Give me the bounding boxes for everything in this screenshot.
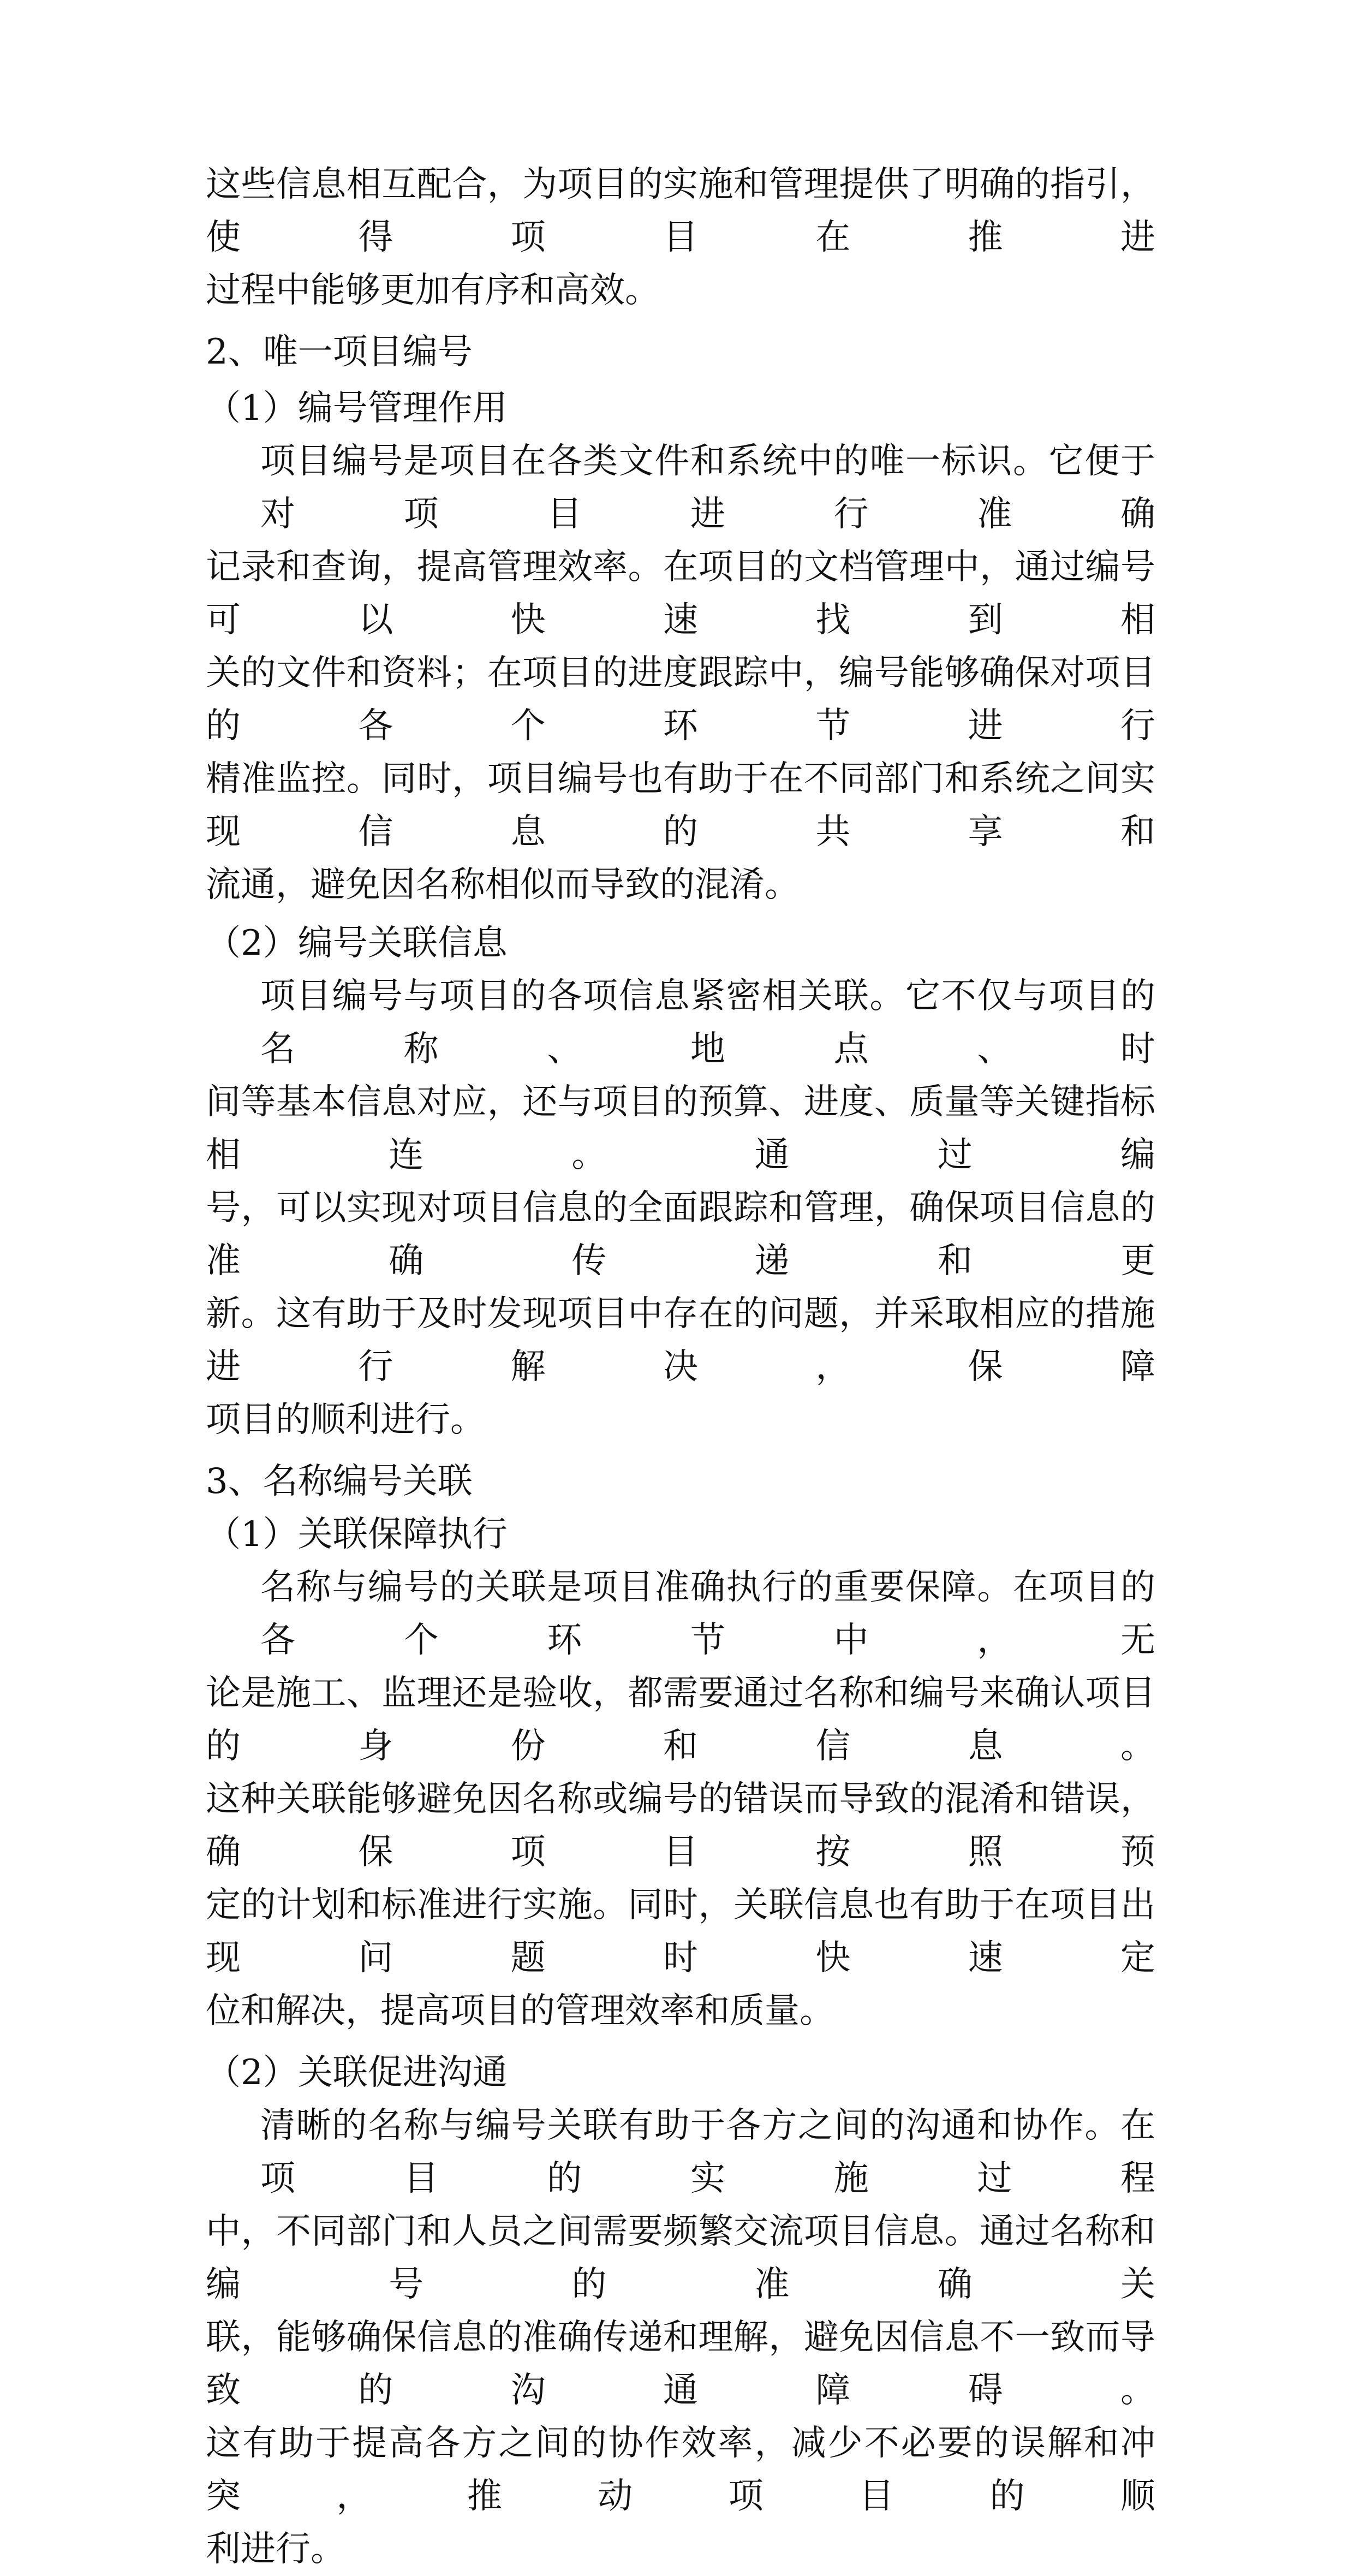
text-line: 过程中能够更加有序和高效。 bbox=[206, 270, 660, 311]
section-heading: 3、名称编号关联 bbox=[206, 1461, 473, 1502]
text-line: 项目编号与项目的各项信息紧密相关联。它不仅与项目的名称、地点、时 bbox=[260, 976, 1155, 1069]
paragraph bbox=[206, 2099, 1155, 2576]
text-line: 清晰的名称与编号关联有助于各方之间的沟通和协作。在项目的实施过程 bbox=[260, 2105, 1155, 2199]
paragraph bbox=[206, 1561, 1155, 2038]
document-page bbox=[206, 158, 1155, 2576]
text-line: 流通，避免因名称相似而导致的混淆。 bbox=[206, 865, 800, 905]
text-line: 位和解决，提高项目的管理效率和质量。 bbox=[206, 1991, 834, 2031]
subsection-heading: （2）关联促进沟通 bbox=[206, 2053, 508, 2093]
text-line: 这种关联能够避免因名称或编号的错误而导致的混淆和错误，确保项目按照预 bbox=[206, 1779, 1155, 1872]
text-line: 关的文件和资料；在项目的进度跟踪中，编号能够确保对项目的各个环节进行 bbox=[206, 653, 1155, 746]
text-line: 号，可以实现对项目信息的全面跟踪和管理，确保项目信息的准确传递和更 bbox=[206, 1188, 1155, 1281]
subsection-heading: （1）关联保障执行 bbox=[206, 1514, 508, 1555]
text-line: 精准监控。同时，项目编号也有助于在不同部门和系统之间实现信息的共享和 bbox=[206, 759, 1155, 852]
text-line: 这些信息相互配合，为项目的实施和管理提供了明确的指引，使得项目在推进 bbox=[206, 164, 1155, 258]
text-line: 项目编号是项目在各类文件和系统中的唯一标识。它便于对项目进行准确 bbox=[260, 441, 1155, 534]
text-line: 中，不同部门和人员之间需要频繁交流项目信息。通过名称和编号的准确关 bbox=[206, 2211, 1155, 2305]
text-line: 这有助于提高各方之间的协作效率，减少不必要的误解和冲突，推动项目的顺 bbox=[206, 2423, 1155, 2516]
text-line: 新。这有助于及时发现项目中存在的问题，并采取相应的措施进行解决，保障 bbox=[206, 1294, 1155, 1387]
text-line: 定的计划和标准进行实施。同时，关联信息也有助于在项目出现问题时快速定 bbox=[206, 1885, 1155, 1978]
text-line: 联，能够确保信息的准确传递和理解，避免因信息不一致而导致的沟通障碍。 bbox=[206, 2317, 1155, 2411]
paragraph bbox=[206, 970, 1155, 1447]
section-heading: 2、唯一项目编号 bbox=[206, 332, 473, 372]
paragraph bbox=[206, 435, 1155, 912]
subsection-heading: （1）编号管理作用 bbox=[206, 388, 508, 429]
text-line: 记录和查询，提高管理效率。在项目的文档管理中，通过编号可以快速找到相 bbox=[206, 547, 1155, 640]
text-line: 项目的顺利进行。 bbox=[206, 1400, 485, 1440]
text-line: 利进行。 bbox=[206, 2529, 345, 2569]
text-line: 间等基本信息对应，还与项目的预算、进度、质量等关键指标相连。通过编 bbox=[206, 1082, 1155, 1175]
intro-paragraph bbox=[206, 158, 1155, 317]
text-line: 名称与编号的关联是项目准确执行的重要保障。在项目的各个环节中，无 bbox=[260, 1567, 1155, 1661]
text-line: 论是施工、监理还是验收，都需要通过名称和编号来确认项目的身份和信息。 bbox=[206, 1673, 1155, 1766]
subsection-heading: （2）编号关联信息 bbox=[206, 923, 508, 963]
